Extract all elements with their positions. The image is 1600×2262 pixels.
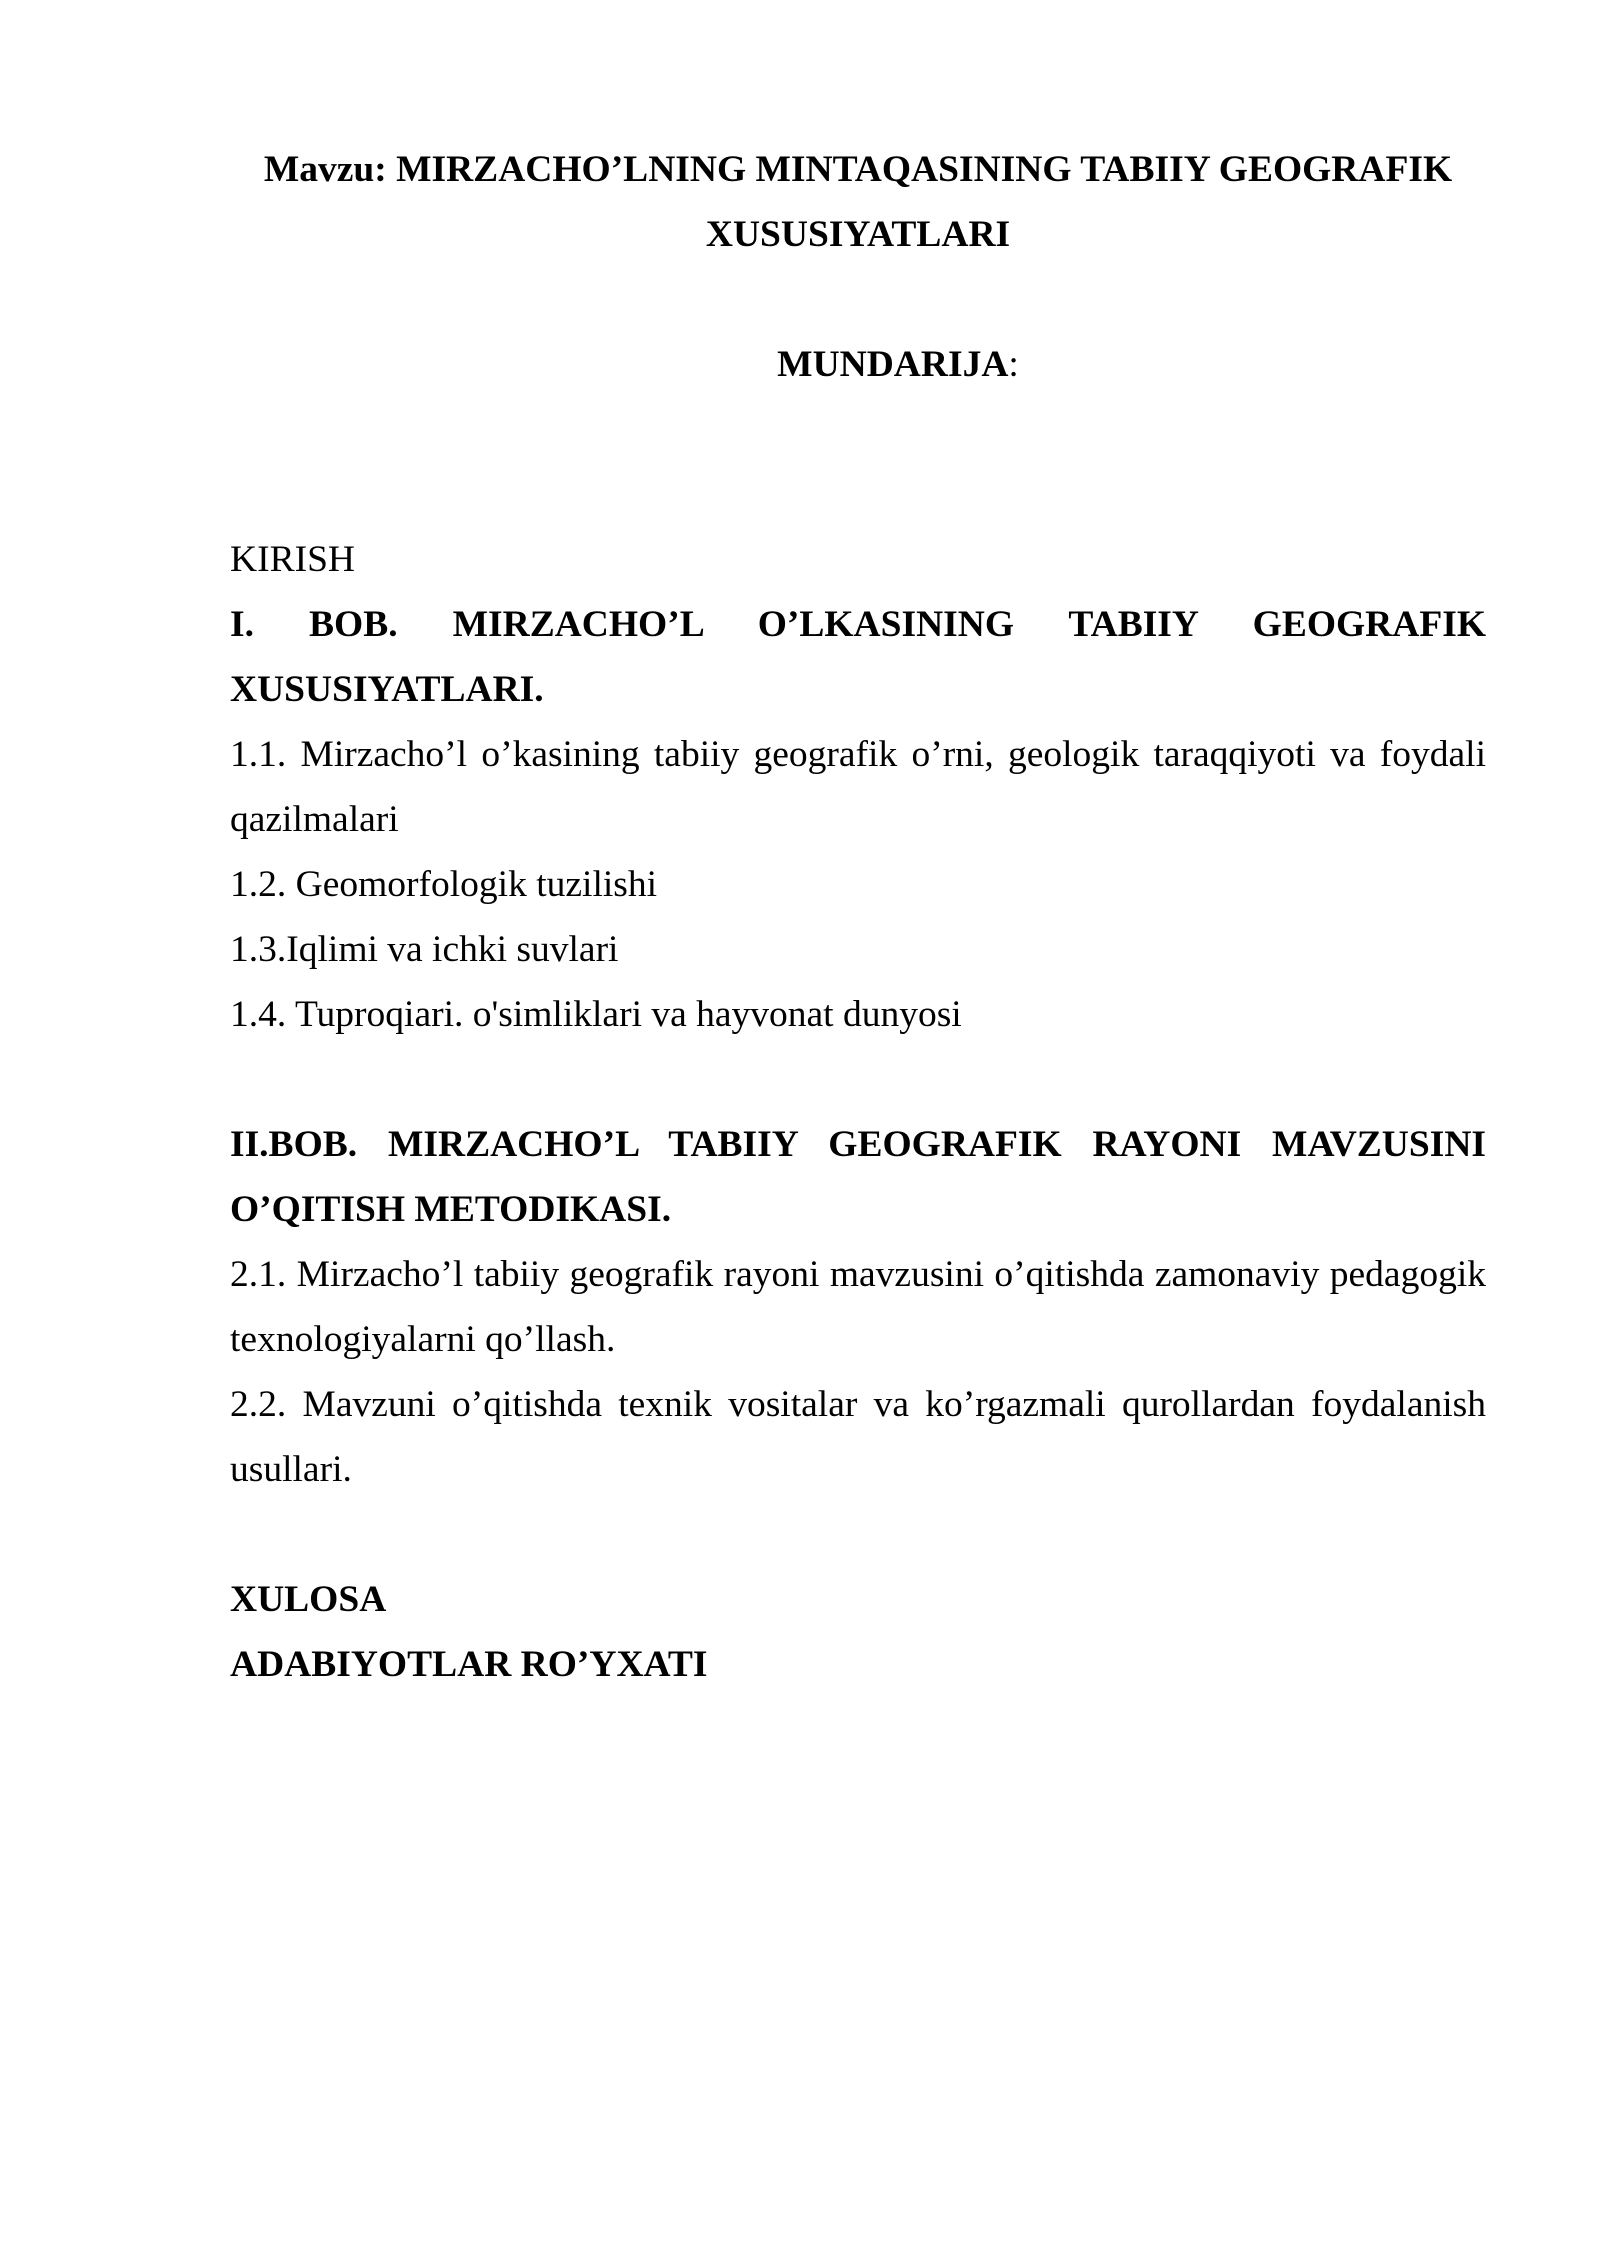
section-1-1-line-1: 1.1. Mirzacho’l o’kasining tabiiy geografik o’rni, geologik taraqqiyoti va foydali	[230, 734, 1486, 775]
kirish-heading: KIRISH	[230, 539, 356, 580]
blank-line	[230, 267, 1486, 332]
section-2-2-line-1: 2.2. Mavzuni o’qitishda texnik vositalar va ko’rgazmali qurollardan foydalanish	[230, 1384, 1486, 1425]
adabiyotlar-heading: ADABIYOTLAR RO’YXATI	[230, 1644, 708, 1685]
title-line-1: Mavzu: MIRZACHO’LNING MINTAQASINING TABIIY GEOGRAFIK	[263, 149, 1453, 190]
toc-heading	[230, 332, 1486, 397]
document-content	[230, 137, 1486, 1697]
toc-heading-word: MUNDARIJA	[777, 344, 1009, 385]
section-1-1-line-2: qazilmalari	[230, 799, 399, 840]
title-line-2: XUSUSIYATLARI	[705, 214, 1011, 255]
chapter-2-heading-line-2: O’QITISH METODIKASI.	[230, 1189, 672, 1230]
chapter-2-heading-line-1: II.BOB. MIRZACHO’L TABIIY GEOGRAFIK RAYONI MAVZUSINI	[230, 1124, 1486, 1165]
section-2-1-line-2: texnologiyalarni qo’llash.	[230, 1319, 616, 1360]
chapter-1-heading-line-1: I. BOB. MIRZACHO’L O’LKASINING TABIIY GEOGRAFIK	[230, 604, 1486, 645]
blank-line	[230, 1502, 1486, 1567]
toc-heading-colon: :	[1008, 344, 1019, 385]
xulosa-heading: XULOSA	[230, 1579, 387, 1620]
section-1-4: 1.4. Tuproqiari. o'simliklari va hayvonat dunyosi	[230, 994, 962, 1035]
section-2-2-line-2: usullari.	[230, 1449, 352, 1490]
blank-line	[230, 397, 1486, 462]
blank-line	[230, 1047, 1486, 1112]
chapter-1-heading-line-2: XUSUSIYATLARI.	[230, 669, 544, 710]
section-1-3: 1.3.Iqlimi va ichki suvlari	[230, 929, 619, 970]
section-1-2: 1.2. Geomorfologik tuzilishi	[230, 864, 658, 905]
blank-line	[230, 462, 1486, 527]
section-2-1-line-1: 2.1. Mirzacho’l tabiiy geografik rayoni mavzusini o’qitishda zamonaviy pedagogik	[230, 1254, 1486, 1295]
